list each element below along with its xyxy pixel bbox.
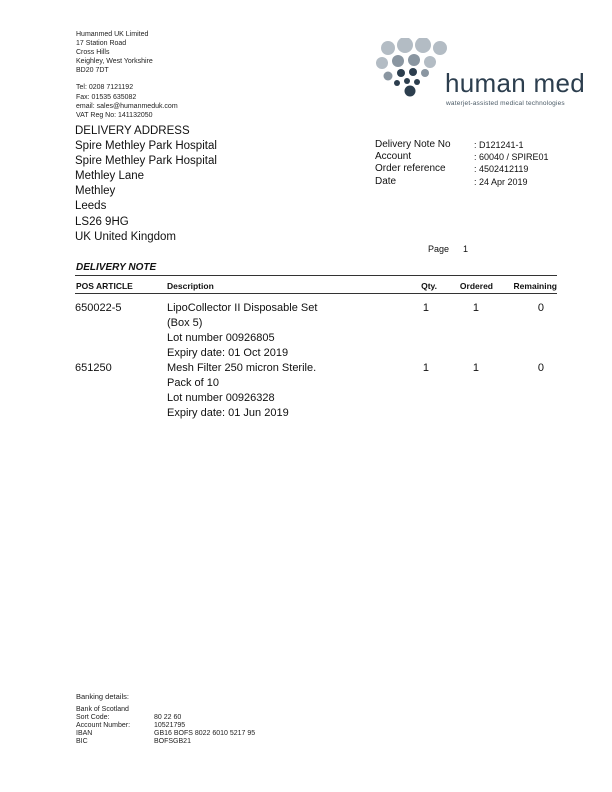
address-line: Methley — [75, 185, 116, 198]
banking-title: Banking details: — [76, 692, 129, 701]
description-line: Expiry date: 01 Jun 2019 — [167, 407, 289, 420]
meta-row-delivery-note-no — [375, 139, 549, 151]
bank-row-sort-code — [76, 714, 181, 721]
meta-label: Date — [375, 175, 397, 187]
sender-address — [76, 30, 178, 120]
meta-label: Account — [375, 151, 412, 163]
logo-dot — [381, 41, 395, 55]
address-line: UK United Kingdom — [75, 230, 176, 243]
address-line: LS26 9HG — [75, 215, 129, 228]
logo-dot — [408, 54, 420, 66]
table-header-rule — [75, 293, 557, 294]
delivery-note-meta — [375, 139, 549, 188]
bank-value: 10521795 — [154, 722, 186, 729]
logo-dot — [414, 79, 420, 85]
bank-value: GB16 BOFS 8022 6010 5217 95 — [154, 730, 256, 737]
column-header-article: POS ARTICLE — [76, 281, 133, 291]
row-ordered: 1 — [472, 362, 479, 374]
bank-row-iban — [76, 730, 255, 737]
bank-row-account-number — [76, 722, 185, 729]
column-header-ordered: Ordered — [459, 281, 493, 291]
sender-line: 17 Station Road — [76, 40, 127, 48]
logo-dot — [421, 69, 429, 77]
logo-dot — [404, 78, 410, 84]
description-line: LipoCollector II Disposable Set — [167, 302, 318, 314]
meta-row-order-reference — [375, 163, 549, 175]
meta-value: : 60040 / SPIRE01 — [474, 152, 549, 163]
sender-phone: Tel: 0208 7121192 — [76, 84, 134, 92]
row-article: 651250 — [75, 362, 112, 374]
description-line: (Box 5) — [167, 317, 203, 330]
logo-dot — [384, 72, 393, 81]
row-ordered: 1 — [472, 302, 479, 314]
logo-dot — [415, 38, 431, 53]
meta-value: : 24 Apr 2019 — [474, 176, 528, 187]
logo-dot — [433, 41, 447, 55]
description-line: Lot number 00926805 — [167, 332, 275, 345]
sender-line: BD20 7DT — [76, 67, 109, 75]
description-line: Mesh Filter 250 micron Sterile. — [167, 362, 317, 374]
page-number: 1 — [463, 244, 469, 254]
column-header-remaining: Remaining — [513, 281, 557, 291]
row-article: 650022-5 — [75, 302, 122, 314]
sender-line: Keighley, West Yorkshire — [76, 58, 153, 66]
sender-line: Humanmed UK Limited — [76, 31, 149, 38]
row-qty: 1 — [422, 362, 429, 374]
bank-value: BOFSGB21 — [154, 738, 191, 745]
logo-dot — [397, 38, 413, 53]
logo-dot — [394, 80, 400, 86]
address-line: Leeds — [75, 200, 107, 213]
logo-dot — [409, 68, 417, 76]
row-remaining: 0 — [537, 362, 544, 374]
row-description — [167, 361, 316, 421]
meta-row-date — [375, 176, 549, 188]
meta-value: : 4502412119 — [474, 164, 529, 175]
address-line: Spire Methley Park Hospital — [75, 140, 217, 153]
description-line: Expiry date: 01 Oct 2019 — [167, 347, 289, 360]
bank-value: 80 22 60 — [154, 714, 182, 721]
meta-label: Order reference — [375, 163, 446, 175]
bank-label: Account Number: — [76, 722, 131, 729]
logo-dot — [376, 57, 388, 69]
delivery-address — [75, 124, 217, 245]
page-label: Page — [428, 244, 450, 254]
row-description — [167, 301, 317, 361]
bank-name: Bank of Scotland — [76, 706, 129, 713]
logo-tagline: waterjet-assisted medical technologies — [446, 100, 565, 107]
page-indicator — [428, 244, 468, 254]
document-title: DELIVERY NOTE — [76, 262, 157, 273]
sender-line: Cross Hills — [76, 49, 110, 57]
bank-label: BIC — [76, 738, 88, 745]
bank-row-bic — [76, 738, 191, 745]
logo-dot — [405, 86, 416, 97]
delivery-address-heading: DELIVERY ADDRESS — [75, 125, 190, 137]
logo-dot — [424, 56, 436, 68]
sender-email: email: sales@humanmeduk.com — [76, 102, 178, 110]
table-top-rule — [75, 275, 557, 276]
meta-row-account — [375, 151, 549, 163]
address-line: Spire Methley Park Hospital — [75, 155, 217, 168]
logo-dot — [392, 55, 404, 67]
description-line: Lot number 00926328 — [167, 392, 275, 405]
sender-fax: Fax: 01535 635082 — [76, 93, 137, 101]
row-qty: 1 — [422, 302, 429, 314]
column-header-description: Description — [167, 281, 214, 291]
bank-label: Sort Code: — [76, 714, 110, 721]
sender-vat: VAT Reg No: 141132050 — [76, 111, 153, 119]
address-line: Methley Lane — [75, 170, 145, 183]
logo-wordmark: human med — [445, 68, 585, 98]
column-header-qty: Qty. — [421, 281, 437, 291]
meta-label: Delivery Note No — [375, 139, 451, 150]
row-remaining: 0 — [537, 302, 544, 314]
description-line: Pack of 10 — [167, 377, 219, 390]
bank-label: IBAN — [76, 730, 93, 737]
logo-dot — [397, 69, 405, 77]
meta-value: : D121241-1 — [474, 140, 524, 150]
